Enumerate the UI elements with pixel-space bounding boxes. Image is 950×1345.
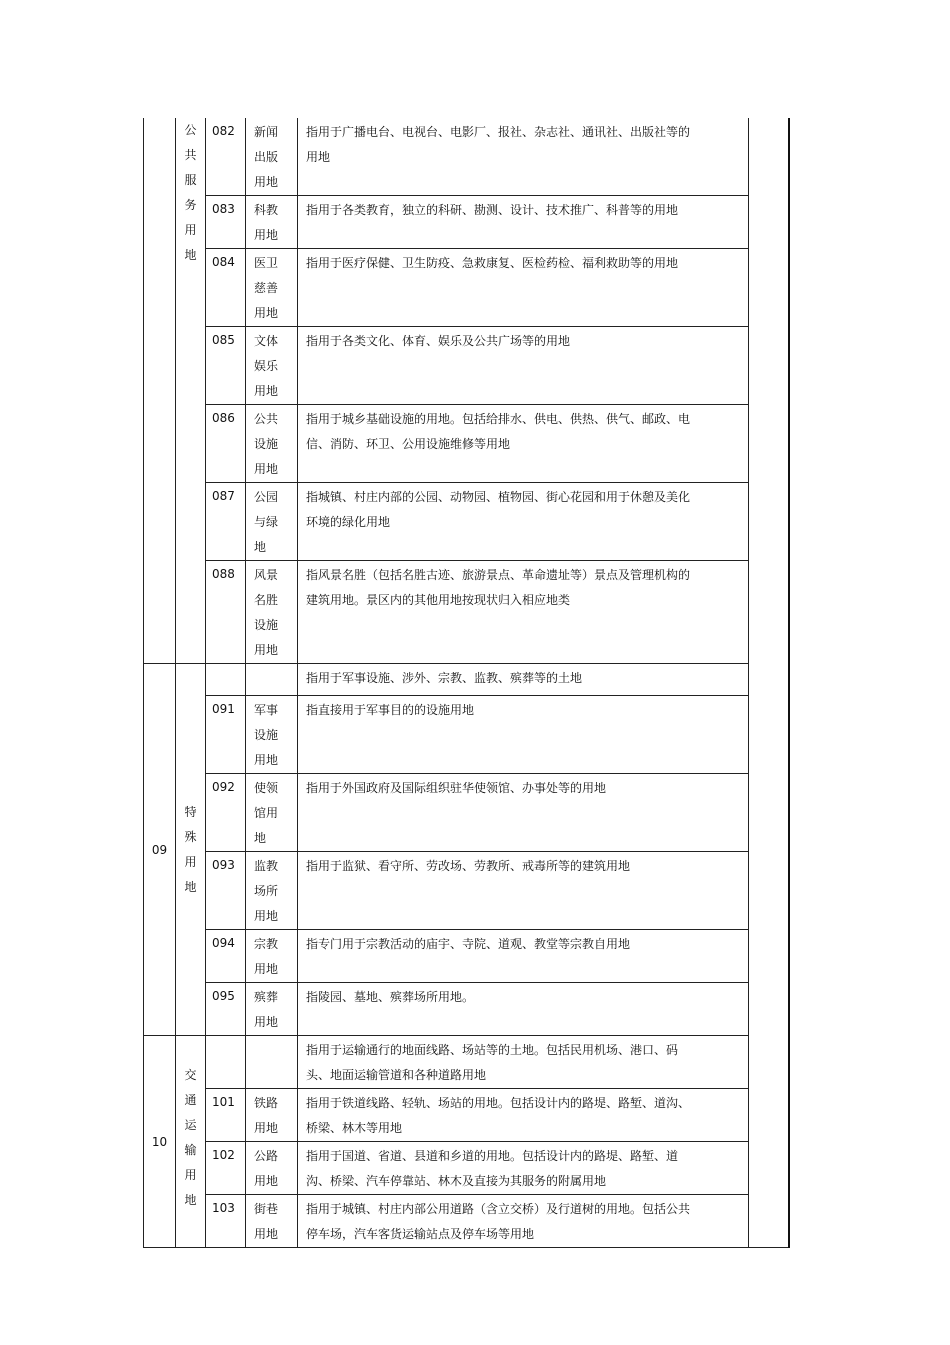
table-row bbox=[144, 1036, 789, 1089]
sub-code-cell: 082 bbox=[206, 118, 246, 196]
description-cell: 指用于军事设施、涉外、宗教、监教、殡葬等的土地 bbox=[298, 664, 749, 696]
sub-name-line: 用地 bbox=[254, 175, 279, 189]
sub-name-line: 军事 bbox=[254, 703, 279, 717]
sub-name-cell bbox=[246, 1142, 298, 1195]
sub-name-cell bbox=[246, 405, 298, 483]
major-name-char: 用 bbox=[184, 854, 197, 869]
sub-name-cell bbox=[246, 1195, 298, 1248]
table-row bbox=[144, 1195, 789, 1248]
sub-code-cell: 083 bbox=[206, 196, 246, 249]
sub-name-cell bbox=[246, 774, 298, 852]
sub-code-cell: 086 bbox=[206, 405, 246, 483]
sub-name-line: 公路 bbox=[254, 1149, 279, 1163]
table-row bbox=[144, 561, 789, 664]
sub-name-line: 使领 bbox=[254, 781, 279, 795]
description-cell: 指用于国道、省道、县道和乡道的用地。包括设计内的路堤、路堑、道沟、桥梁、汽车停靠站、林木及直接为其服务的附属用地 bbox=[298, 1142, 749, 1195]
description-cell: 指直接用于军事目的的设施用地 bbox=[298, 696, 749, 774]
sub-name-line: 医卫 bbox=[254, 256, 279, 270]
sub-code-cell: 091 bbox=[206, 696, 246, 774]
sub-name-line: 新闻 bbox=[254, 125, 279, 139]
major-name-char: 用 bbox=[184, 223, 197, 237]
sub-name-cell bbox=[246, 664, 298, 696]
sub-name-line: 设施 bbox=[254, 437, 279, 451]
table-row bbox=[144, 405, 789, 483]
sub-name-cell bbox=[246, 483, 298, 561]
sub-code-cell: 084 bbox=[206, 249, 246, 327]
remarks-column bbox=[749, 118, 789, 1248]
sub-name-line: 馆用 bbox=[254, 806, 279, 820]
description-cell: 指用于医疗保健、卫生防疫、急救康复、医检药检、福利救助等的用地 bbox=[298, 249, 749, 327]
sub-code-cell: 103 bbox=[206, 1195, 246, 1248]
major-name-char: 交 bbox=[184, 1068, 197, 1082]
table-row bbox=[144, 1089, 789, 1142]
table-row bbox=[144, 983, 789, 1036]
major-name-char: 共 bbox=[184, 148, 197, 162]
land-use-classification-table bbox=[143, 118, 790, 1248]
sub-name-cell bbox=[246, 561, 298, 664]
sub-name-line: 用地 bbox=[254, 909, 279, 923]
sub-name-line: 文体 bbox=[254, 334, 279, 348]
major-code-cell bbox=[144, 118, 176, 664]
sub-code-cell: 088 bbox=[206, 561, 246, 664]
table-row bbox=[144, 196, 789, 249]
sub-name-line: 用地 bbox=[254, 643, 279, 657]
major-name-char: 地 bbox=[184, 248, 197, 262]
table-row bbox=[144, 1142, 789, 1195]
description-cell: 指城镇、村庄内部的公园、动物园、植物园、街心花园和用于休憩及美化环境的绿化用地 bbox=[298, 483, 749, 561]
table-row bbox=[144, 852, 789, 930]
sub-name-line: 铁路 bbox=[254, 1096, 279, 1110]
sub-code-cell: 101 bbox=[206, 1089, 246, 1142]
sub-name-line: 出版 bbox=[254, 150, 279, 164]
sub-name-line: 公共 bbox=[254, 412, 279, 426]
sub-code-cell: 093 bbox=[206, 852, 246, 930]
table-row bbox=[144, 664, 789, 696]
sub-name-line: 用地 bbox=[254, 228, 279, 242]
table-row bbox=[144, 118, 789, 196]
major-name-char: 运 bbox=[184, 1118, 197, 1132]
sub-name-line: 娱乐 bbox=[254, 359, 279, 373]
sub-name-line: 宗教 bbox=[254, 937, 279, 951]
description-cell: 指用于监狱、看守所、劳改场、劳教所、戒毒所等的建筑用地 bbox=[298, 852, 749, 930]
sub-name-line: 用地 bbox=[254, 1121, 279, 1135]
major-name-char: 特 bbox=[184, 804, 197, 819]
sub-name-line: 名胜 bbox=[254, 593, 279, 607]
major-name-char: 通 bbox=[184, 1093, 197, 1107]
sub-name-cell bbox=[246, 1089, 298, 1142]
sub-name-line: 用地 bbox=[254, 384, 279, 398]
description-cell: 指陵园、墓地、殡葬场所用地。 bbox=[298, 983, 749, 1036]
sub-name-line: 风景 bbox=[254, 568, 279, 582]
sub-name-line: 街巷 bbox=[254, 1202, 279, 1216]
description-cell: 指风景名胜（包括名胜古迹、旅游景点、革命遗址等）景点及管理机构的建筑用地。景区内的其他用地按现状归入相应地类 bbox=[298, 561, 749, 664]
sub-code-cell: 102 bbox=[206, 1142, 246, 1195]
major-name-char: 地 bbox=[184, 1193, 197, 1207]
description-cell: 指用于外国政府及国际组织驻华使领馆、办事处等的用地 bbox=[298, 774, 749, 852]
sub-name-line: 地 bbox=[254, 540, 267, 554]
sub-name-line: 与绿 bbox=[254, 515, 279, 529]
sub-name-line: 场所 bbox=[254, 884, 279, 898]
sub-name-cell bbox=[246, 196, 298, 249]
major-code-cell: 10 bbox=[144, 1036, 176, 1248]
sub-name-cell bbox=[246, 983, 298, 1036]
sub-name-line: 用地 bbox=[254, 1227, 279, 1241]
sub-name-line: 设施 bbox=[254, 728, 279, 742]
sub-name-line: 设施 bbox=[254, 618, 279, 632]
table-row bbox=[144, 249, 789, 327]
sub-name-line: 用地 bbox=[254, 962, 279, 976]
sub-name-cell bbox=[246, 1036, 298, 1089]
sub-name-line: 慈善 bbox=[254, 281, 279, 295]
table-row bbox=[144, 327, 789, 405]
sub-code-cell: 095 bbox=[206, 983, 246, 1036]
major-name-cell bbox=[176, 1036, 206, 1248]
sub-code-cell bbox=[206, 664, 246, 696]
major-name-char: 用 bbox=[184, 1168, 197, 1182]
description-cell: 指用于各类文化、体育、娱乐及公共广场等的用地 bbox=[298, 327, 749, 405]
sub-name-line: 公园 bbox=[254, 490, 279, 504]
sub-name-cell bbox=[246, 852, 298, 930]
major-name-char: 公 bbox=[184, 123, 197, 137]
major-code-cell: 09 bbox=[144, 664, 176, 1036]
major-name-char: 地 bbox=[184, 879, 197, 894]
table-row bbox=[144, 696, 789, 774]
sub-name-line: 用地 bbox=[254, 1174, 279, 1188]
sub-name-line: 用地 bbox=[254, 753, 279, 767]
sub-name-line: 地 bbox=[254, 831, 267, 845]
major-name-char: 殊 bbox=[184, 829, 197, 844]
sub-name-line: 殡葬 bbox=[254, 990, 279, 1004]
sub-name-line: 监教 bbox=[254, 859, 279, 873]
description-cell: 指用于运输通行的地面线路、场站等的土地。包括民用机场、港口、码头、地面运输管道和各种道路用地 bbox=[298, 1036, 749, 1089]
sub-name-cell bbox=[246, 327, 298, 405]
major-name-cell bbox=[176, 118, 206, 664]
table-row bbox=[144, 774, 789, 852]
description-cell: 指用于城镇、村庄内部公用道路（含立交桥）及行道树的用地。包括公共停车场，汽车客货运输站点及停车场等用地 bbox=[298, 1195, 749, 1248]
sub-name-cell bbox=[246, 249, 298, 327]
sub-name-line: 科教 bbox=[254, 203, 279, 217]
major-name-char: 服 bbox=[184, 173, 197, 187]
description-cell: 指用于广播电台、电视台、电影厂、报社、杂志社、通讯社、出版社等的用地 bbox=[298, 118, 749, 196]
description-cell: 指用于铁道线路、轻轨、场站的用地。包括设计内的路堤、路堑、道沟、桥梁、林木等用地 bbox=[298, 1089, 749, 1142]
sub-name-line: 用地 bbox=[254, 1015, 279, 1029]
sub-name-cell bbox=[246, 696, 298, 774]
description-cell: 指专门用于宗教活动的庙宇、寺院、道观、教堂等宗教自用地 bbox=[298, 930, 749, 983]
sub-code-cell bbox=[206, 1036, 246, 1089]
major-name-char: 输 bbox=[184, 1143, 197, 1157]
sub-name-line: 用地 bbox=[254, 462, 279, 476]
description-cell: 指用于各类教育，独立的科研、勘测、设计、技术推广、科普等的用地 bbox=[298, 196, 749, 249]
sub-name-cell bbox=[246, 118, 298, 196]
description-cell: 指用于城乡基础设施的用地。包括给排水、供电、供热、供气、邮政、电信、消防、环卫、公用设施维修等用地 bbox=[298, 405, 749, 483]
sub-code-cell: 087 bbox=[206, 483, 246, 561]
sub-code-cell: 092 bbox=[206, 774, 246, 852]
sub-code-cell: 094 bbox=[206, 930, 246, 983]
sub-code-cell: 085 bbox=[206, 327, 246, 405]
major-name-char: 务 bbox=[184, 198, 197, 212]
sub-name-cell bbox=[246, 930, 298, 983]
table-row bbox=[144, 483, 789, 561]
sub-name-line: 用地 bbox=[254, 306, 279, 320]
table-row bbox=[144, 930, 789, 983]
major-name-cell bbox=[176, 664, 206, 1036]
